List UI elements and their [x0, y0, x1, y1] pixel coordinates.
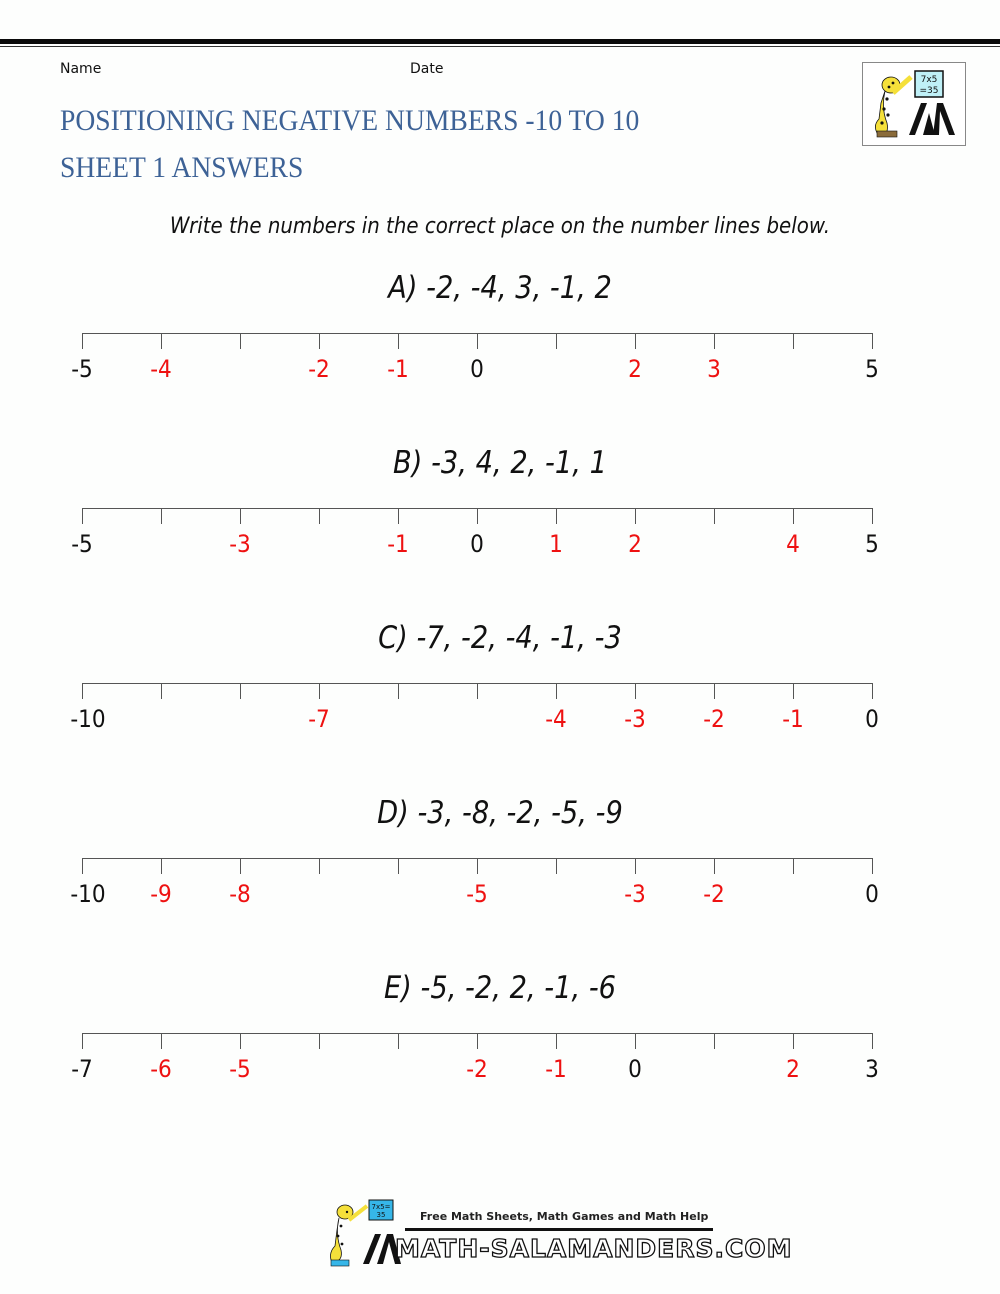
tick-mark: [240, 333, 241, 349]
tick-mark: [793, 508, 794, 524]
answer-label: -5: [466, 880, 488, 908]
tick-mark: [556, 508, 557, 524]
top-rule-thin: [0, 46, 1000, 47]
tick-mark: [161, 333, 162, 349]
problem-title: C) -7, -2, -4, -1, -3: [378, 620, 622, 656]
answer-label: 2: [628, 355, 642, 383]
answer-label: 4: [786, 530, 800, 558]
tick-mark: [714, 333, 715, 349]
answer-label: -6: [150, 1055, 172, 1083]
tick-mark: [240, 1033, 241, 1049]
number-line: [71, 1033, 879, 1093]
answer-label: -9: [150, 880, 172, 908]
number-line: [71, 333, 879, 393]
answer-label: -1: [545, 1055, 567, 1083]
svg-text:35: 35: [376, 1211, 386, 1219]
endpoint-label: 3: [865, 1055, 879, 1083]
answer-label: -1: [387, 530, 409, 558]
tick-mark: [714, 683, 715, 699]
tick-mark: [398, 1033, 399, 1049]
date-label: Date: [410, 61, 444, 77]
tick-mark: [635, 858, 636, 874]
footer-rule: [405, 1228, 713, 1231]
answer-label: -3: [624, 705, 646, 733]
tick-mark: [319, 1033, 320, 1049]
endpoint-label: 0: [628, 1055, 642, 1083]
endpoint-label: -10: [70, 880, 106, 908]
page-title: POSITIONING NEGATIVE NUMBERS -10 TO 10: [60, 104, 640, 137]
answer-label: -7: [308, 705, 330, 733]
tick-mark: [82, 683, 83, 699]
tick-mark: [398, 683, 399, 699]
endpoint-label: 5: [865, 355, 879, 383]
footer-logo[interactable]: [325, 1198, 793, 1270]
tick-mark: [714, 508, 715, 524]
tick-mark: [398, 858, 399, 874]
tick-mark: [477, 333, 478, 349]
tick-mark: [793, 683, 794, 699]
top-rule-thick: [0, 39, 1000, 44]
number-line: [70, 858, 879, 918]
tick-mark: [635, 683, 636, 699]
tick-mark: [240, 683, 241, 699]
tick-mark: [161, 683, 162, 699]
logo-board-line1: 7x5: [920, 75, 938, 85]
answer-label: -2: [466, 1055, 488, 1083]
tick-mark: [556, 683, 557, 699]
endpoint-label: -5: [71, 530, 93, 558]
answer-label: -1: [782, 705, 804, 733]
endpoint-label: 0: [865, 705, 879, 733]
problem-title: D) -3, -8, -2, -5, -9: [377, 795, 623, 831]
answer-label: -2: [703, 705, 725, 733]
tick-mark: [240, 508, 241, 524]
endpoint-label: -10: [70, 705, 106, 733]
tick-mark: [398, 333, 399, 349]
answer-label: 3: [707, 355, 721, 383]
tick-mark: [477, 1033, 478, 1049]
tick-mark: [793, 333, 794, 349]
tick-mark: [240, 858, 241, 874]
tick-mark: [82, 333, 83, 349]
logo-board-line2: =35: [919, 86, 939, 96]
answer-label: -3: [229, 530, 251, 558]
answer-label: -3: [624, 880, 646, 908]
tick-mark: [635, 333, 636, 349]
answer-label: -2: [308, 355, 330, 383]
salamander-teacher-icon: [863, 63, 965, 145]
endpoint-label: -7: [71, 1055, 93, 1083]
tick-mark: [872, 683, 873, 699]
problem-title: B) -3, 4, 2, -1, 1: [393, 445, 607, 481]
tick-mark: [872, 508, 873, 524]
tick-mark: [714, 1033, 715, 1049]
tick-mark: [82, 858, 83, 874]
tick-mark: [319, 683, 320, 699]
number-line: [70, 683, 879, 743]
page-subtitle: SHEET 1 ANSWERS: [60, 151, 304, 184]
endpoint-label: 5: [865, 530, 879, 558]
problem-title: E) -5, -2, 2, -1, -6: [383, 970, 617, 1006]
footer-salamander-icon: [325, 1198, 405, 1270]
tick-mark: [477, 683, 478, 699]
tick-mark: [872, 333, 873, 349]
tick-mark: [319, 858, 320, 874]
answer-label: 1: [549, 530, 563, 558]
tick-mark: [793, 1033, 794, 1049]
answer-label: 2: [786, 1055, 800, 1083]
endpoint-label: 0: [470, 530, 484, 558]
answer-label: 2: [628, 530, 642, 558]
tick-mark: [556, 858, 557, 874]
tick-mark: [161, 858, 162, 874]
answer-label: -8: [229, 880, 251, 908]
footer-tagline: Free Math Sheets, Math Games and Math Help: [420, 1210, 709, 1223]
endpoint-label: -5: [71, 355, 93, 383]
tick-mark: [477, 508, 478, 524]
tick-mark: [161, 508, 162, 524]
endpoint-label: 0: [865, 880, 879, 908]
tick-mark: [319, 508, 320, 524]
tick-mark: [635, 1033, 636, 1049]
tick-mark: [82, 1033, 83, 1049]
name-label: Name: [60, 61, 102, 77]
instruction-text: Write the numbers in the correct place on the number lines below.: [169, 214, 831, 239]
answer-label: -4: [150, 355, 172, 383]
tick-mark: [161, 1033, 162, 1049]
tick-mark: [82, 508, 83, 524]
tick-mark: [872, 1033, 873, 1049]
tick-mark: [556, 333, 557, 349]
svg-text:7x5=: 7x5=: [371, 1203, 391, 1211]
footer-site-link[interactable]: MATH-SALAMANDERS.COM: [395, 1234, 793, 1263]
answer-label: -4: [545, 705, 567, 733]
number-line: [71, 508, 879, 568]
tick-mark: [635, 508, 636, 524]
answer-label: -5: [229, 1055, 251, 1083]
tick-mark: [477, 858, 478, 874]
tick-mark: [714, 858, 715, 874]
answer-label: -2: [703, 880, 725, 908]
tick-mark: [556, 1033, 557, 1049]
tick-mark: [319, 333, 320, 349]
tick-mark: [793, 858, 794, 874]
tick-mark: [398, 508, 399, 524]
answer-label: -1: [387, 355, 409, 383]
problem-title: A) -2, -4, 3, -1, 2: [388, 270, 612, 306]
endpoint-label: 0: [470, 355, 484, 383]
salamander-logo: [862, 62, 966, 146]
tick-mark: [872, 858, 873, 874]
